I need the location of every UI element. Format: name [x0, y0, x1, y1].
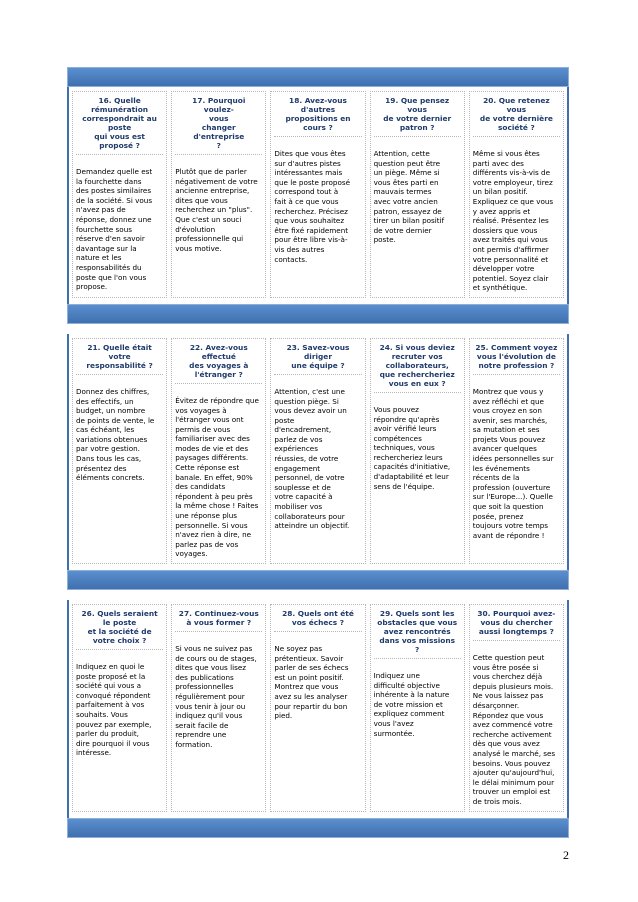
- qa-cell: [171, 604, 266, 812]
- answer-text: Donnez des chiffres, des effectifs, un budget, un nombre de points de vente, le cas échéant, les variations obtenues par votre gestion. Dans tous les cas, présentez des éléments concrets.: [76, 386, 155, 483]
- table-row: [67, 87, 569, 304]
- answer-text: Demandez quelle est la fourchette dans des postes similaires de la société. Si vous n'avez pas de réponse, donnez une fourchette sous réserve d'en savoir davantage sur la nature et les responsabilités du poste que l'on vous propose.: [76, 167, 153, 292]
- answer-text: Plutôt que de parler négativement de votre ancienne entreprise, dites que vous recherchez un "plus". Que c'est un souci d'évolution professionnelle qui vous motive.: [175, 167, 258, 253]
- qa-cell: [72, 604, 167, 812]
- question-text: 21. Quelle était votre responsabilité ?: [76, 341, 163, 375]
- question-text: 16. Quelle rémunération correspondrait au poste qui vous est proposé ?: [76, 94, 163, 155]
- question-text: 29. Quels sont les obstacles que vous avez rencontrés dans vos missions ?: [374, 607, 461, 659]
- qa-cell: [469, 338, 564, 564]
- question-text: 19. Que pensez vous de votre dernier patron ?: [374, 94, 461, 137]
- answer-text: Vous pouvez répondre qu'après avoir vérifié leurs compétences techniques, vous rechercheriez leurs capacités d'initiative, d'adaptabilité et leur sens de l'équipe.: [373, 404, 451, 491]
- header-band: [67, 67, 569, 87]
- qa-cell: [370, 91, 465, 298]
- question-text: 25. Comment voyez vous l'évolution de notre profession ?: [473, 341, 560, 375]
- table-row: [67, 600, 569, 818]
- question-text: 26. Quels seraient le poste et la société de votre choix ?: [76, 607, 163, 650]
- answer-text: Cette question peut vous être posée si vous cherchez déjà depuis plusieurs mois. Ne vous laissez pas désarçonner. Répondez que vous avez commencé votre recherche activement dès que vous avez analysé le marché, ses besoins. Vous pouvez ajouter qu'aujourd'hui, le délai minimum pour trouver un emploi est de trois mois.: [472, 653, 556, 806]
- qa-cell: [370, 604, 465, 812]
- qa-cell: [72, 338, 167, 564]
- footer-band: [67, 570, 569, 590]
- answer-text: Attention, c'est une question piège. Si vous devez avoir un poste d'encadrement, parlez de vos expériences réussies, de votre engagement personnel, de votre souplesse et de votre capacité à mobiliser vos collaborateurs pour atteindre un objectif.: [274, 386, 350, 531]
- table-section-1: [67, 67, 569, 324]
- qa-cell: [270, 91, 365, 298]
- qa-cell: [370, 338, 465, 564]
- page-number: 2: [563, 848, 569, 862]
- footer-band: [67, 304, 569, 324]
- qa-cell: [171, 91, 266, 298]
- question-text: 24. Si vous deviez recruter vos collaborateurs, que rechercheriez vous en eux ?: [374, 341, 461, 393]
- question-text: 22. Avez-vous effectué des voyages à l'étranger ?: [175, 341, 262, 384]
- question-text: 20. Que retenez vous de votre dernière société ?: [473, 94, 560, 137]
- question-text: 27. Continuez-vous à vous former ?: [175, 607, 262, 632]
- qa-cell: [171, 338, 266, 564]
- qa-cell: [72, 91, 167, 298]
- answer-text: Dites que vous êtes sur d'autres pistes intéressantes mais que le poste proposé correspond tout à fait à ce que vous recherchez. Précisez que vous souhaitez être fixé rapidement pour être libre vis-à- vis des autres contacts.: [274, 149, 351, 264]
- question-text: 17. Pourquoi voulez- vous changer d'entreprise ?: [175, 94, 262, 155]
- answer-text: Indiquez en quoi le poste proposé et la société qui vous a convoqué répondent parfaitement à vos souhaits. Vous pouvez par exemple, parler du produit, dire pourquoi il vous intéresse.: [76, 662, 152, 758]
- table-section-2: [67, 334, 569, 590]
- answer-text: Évitez de répondre que vos voyages à l'étranger vous ont permis de vous familiariser avec des modes de vie et des paysages différents. Cette réponse est banale. En effet, 90% des candidats répondent à peu près la même chose ! Faites une réponse plus personnelle. Si vous n'avez rien à dire, ne parlez pas de vos voyages.: [175, 395, 259, 559]
- answer-text: Montrez que vous y avez réfléchi et que vous croyez en son avenir, ses marchés, sa mutation et ses projets Vous pouvez avancer quelques idées personnelles sur les événements récents de la profession (ouverture sur l'Europe...). Quelle que soit la question posée, prenez toujours votre temps avant de répondre !: [472, 386, 554, 540]
- table-section-3: [67, 600, 569, 838]
- answer-text: Indiquez une difficulté objective inhérente à la nature de votre mission et expliquez comment vous l'avez surmontée.: [373, 671, 450, 738]
- question-text: 30. Pourquoi avez- vous du chercher aussi longtemps ?: [473, 607, 560, 641]
- qa-cell: [469, 604, 564, 812]
- question-text: 28. Quels ont été vos échecs ?: [274, 607, 361, 632]
- answer-text: Ne soyez pas prétentieux. Savoir parler de ses échecs est un point positif. Montrez que vous avez su les analyser pour repartir du bon pied.: [274, 644, 349, 721]
- qa-cell: [270, 604, 365, 812]
- answer-text: Si vous ne suivez pas de cours ou de stages, dites que vous lisez des publications professionnelles régulièrement pour vous tenir à jour ou indiquez qu'il vous serait facile de reprendre une formation.: [175, 644, 257, 749]
- answer-text: Même si vous êtes parti avec des différents vis-à-vis de votre employeur, tirez un bilan positif. Expliquez ce que vous y avez appris et réalisé. Présentez les dossiers que vous avez traités qui vous ont permis d'affirmer votre personnalité et développer votre potentiel. Soyez clair et synthétique.: [472, 149, 554, 293]
- question-text: 18. Avez-vous d'autres propositions en cours ?: [274, 94, 361, 137]
- footer-band: [67, 818, 569, 838]
- question-text: 23. Savez-vous diriger une équipe ?: [274, 341, 361, 375]
- answer-text: Attention, cette question peut être un piège. Même si vous êtes parti en mauvais termes avec votre ancien patron, essayez de tirer un bilan positif de votre dernier poste.: [373, 149, 445, 245]
- qa-table: [67, 67, 569, 848]
- qa-cell: [469, 91, 564, 298]
- qa-cell: [270, 338, 365, 564]
- table-row: [67, 334, 569, 570]
